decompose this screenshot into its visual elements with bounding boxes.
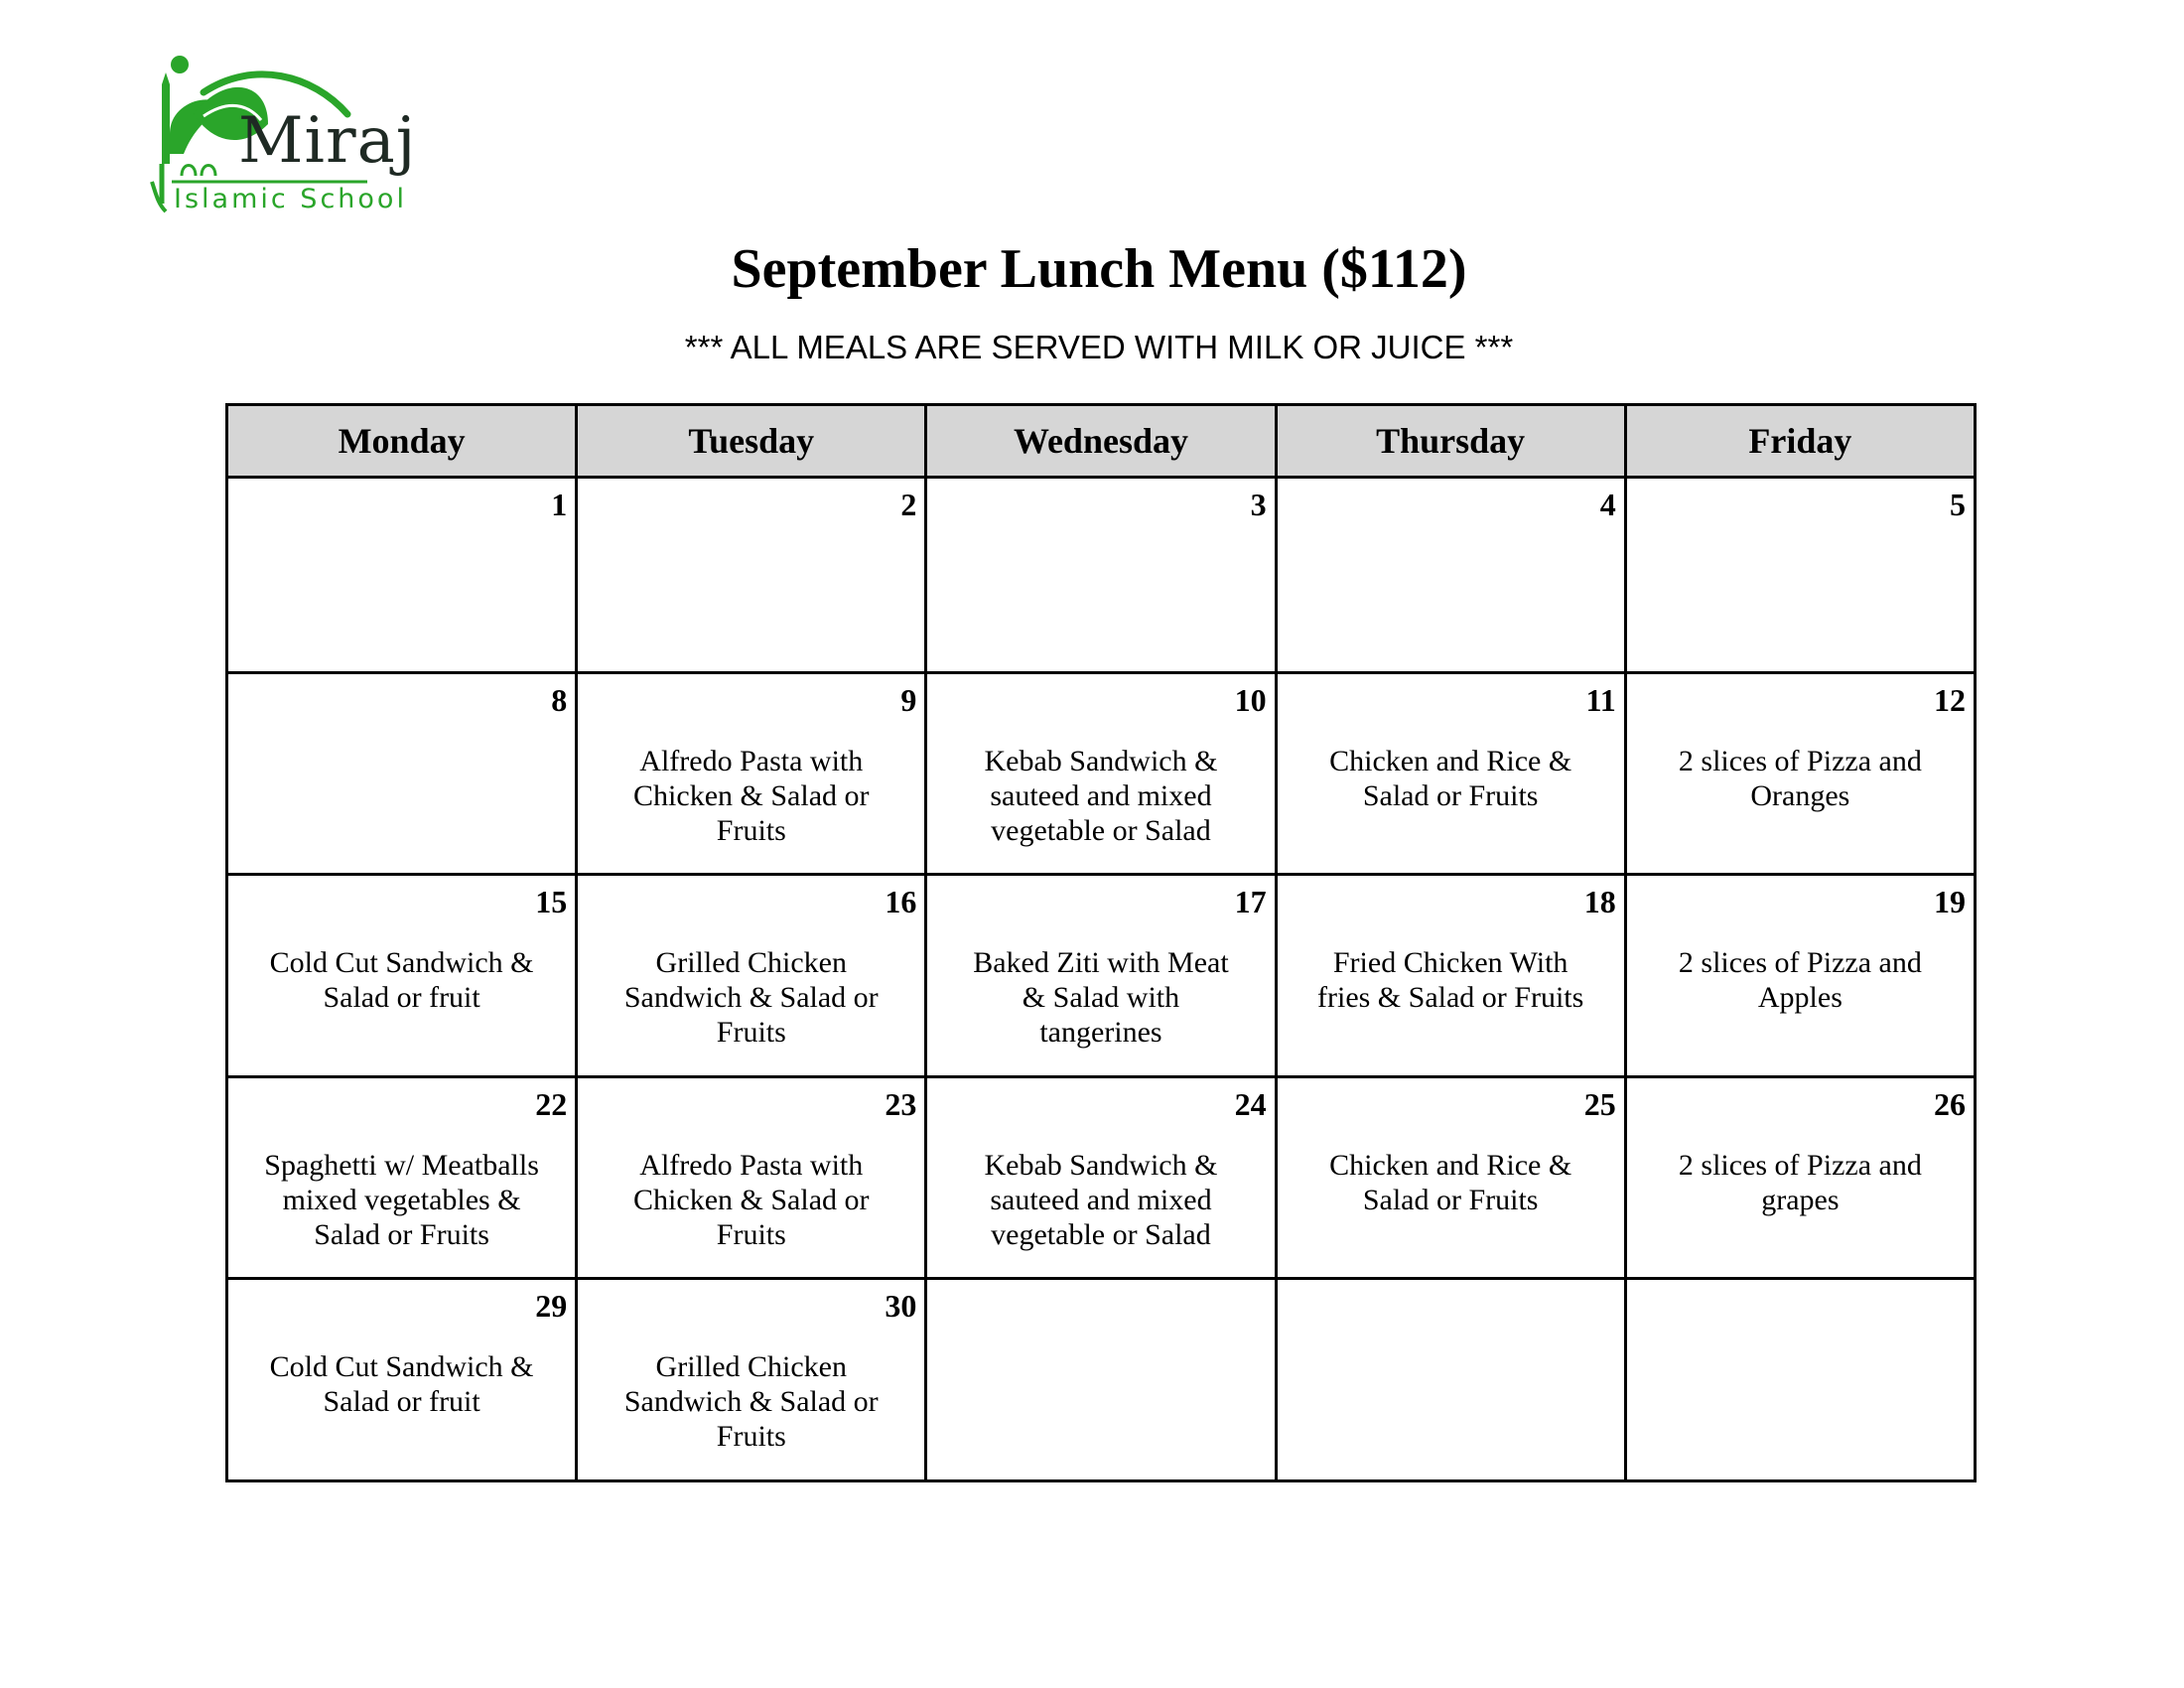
lunch-calendar xyxy=(225,403,1977,1482)
day-number: 8 xyxy=(551,682,568,718)
day-cell xyxy=(1625,478,1975,673)
day-number: 19 xyxy=(1934,884,1966,919)
meal-description: Kebab Sandwich & sauteed and mixed vegetable or Salad xyxy=(984,1149,1218,1251)
page-title: September Lunch Menu ($112) xyxy=(731,238,1467,300)
meal-description: Chicken and Rice & Salad or Fruits xyxy=(1329,745,1572,812)
day-number xyxy=(1627,1280,1974,1322)
meal-description xyxy=(578,520,924,548)
day-cell xyxy=(926,673,1276,875)
day-number xyxy=(927,1280,1274,1322)
meal-description: Fried Chicken With fries & Salad or Fruits xyxy=(1317,946,1584,1014)
meal-description xyxy=(228,716,575,744)
day-cell xyxy=(1625,673,1975,875)
meal-description xyxy=(228,520,575,548)
logo-subtitle: Islamic School xyxy=(174,184,407,214)
day-header-monday: Monday xyxy=(227,405,577,478)
meal-description: 2 slices of Pizza and Apples xyxy=(1678,946,1922,1014)
day-cell xyxy=(227,673,577,875)
day-number: 26 xyxy=(1934,1086,1966,1122)
day-number: 2 xyxy=(900,487,917,522)
meal-description: Kebab Sandwich & sauteed and mixed vegetable or Salad xyxy=(984,745,1218,847)
day-header-wednesday: Wednesday xyxy=(926,405,1276,478)
day-number: 16 xyxy=(885,884,917,919)
meal-description: Grilled Chicken Sandwich & Salad or Fruits xyxy=(623,1350,879,1453)
day-number: 5 xyxy=(1950,487,1966,522)
week-row xyxy=(227,875,1976,1077)
day-number: 4 xyxy=(1599,487,1616,522)
week-row xyxy=(227,478,1976,673)
meal-description xyxy=(1627,520,1974,548)
day-cell xyxy=(577,1077,926,1279)
day-number: 10 xyxy=(1234,682,1267,718)
school-logo xyxy=(144,55,417,223)
day-cell xyxy=(1276,1077,1625,1279)
day-cell xyxy=(227,478,577,673)
day-number: 1 xyxy=(551,487,568,522)
day-number: 9 xyxy=(900,682,917,718)
meal-description: Chicken and Rice & Salad or Fruits xyxy=(1329,1149,1572,1216)
day-number: 30 xyxy=(885,1288,917,1324)
meal-description: Alfredo Pasta with Chicken & Salad or Fruits xyxy=(633,745,870,847)
weekday-header-row xyxy=(227,405,1976,478)
meal-description xyxy=(927,520,1274,548)
week-row xyxy=(227,673,1976,875)
meal-description xyxy=(1278,1322,1624,1349)
day-number: 17 xyxy=(1234,884,1267,919)
day-cell xyxy=(1276,478,1625,673)
week-row xyxy=(227,1077,1976,1279)
day-number: 29 xyxy=(535,1288,568,1324)
meal-description xyxy=(1627,1322,1974,1349)
day-number: 12 xyxy=(1934,682,1966,718)
meal-description: Alfredo Pasta with Chicken & Salad or Fruits xyxy=(633,1149,870,1251)
day-cell xyxy=(227,1279,577,1481)
day-cell xyxy=(577,1279,926,1481)
day-header-friday: Friday xyxy=(1625,405,1975,478)
day-cell xyxy=(577,478,926,673)
day-number: 18 xyxy=(1583,884,1616,919)
meal-description: Grilled Chicken Sandwich & Salad or Fruits xyxy=(623,946,879,1049)
day-number: 23 xyxy=(885,1086,917,1122)
day-cell xyxy=(1625,1077,1975,1279)
day-number: 22 xyxy=(535,1086,568,1122)
meal-description: Cold Cut Sandwich & Salad or fruit xyxy=(269,1350,534,1418)
day-number: 25 xyxy=(1583,1086,1616,1122)
meal-description xyxy=(1278,520,1624,548)
day-cell xyxy=(1276,673,1625,875)
meal-description: Spaghetti w/ Meatballs mixed vegetables & Salad or Fruits xyxy=(264,1149,539,1251)
day-cell xyxy=(926,875,1276,1077)
meal-description: 2 slices of Pizza and grapes xyxy=(1678,1149,1922,1216)
day-header-thursday: Thursday xyxy=(1276,405,1625,478)
day-cell xyxy=(926,478,1276,673)
day-cell-empty xyxy=(1276,1279,1625,1481)
day-cell-empty xyxy=(926,1279,1276,1481)
meal-description xyxy=(927,1322,1274,1349)
day-cell xyxy=(1625,875,1975,1077)
logo-name: Miraj xyxy=(238,104,417,178)
day-header-tuesday: Tuesday xyxy=(577,405,926,478)
page-subtitle: *** ALL MEALS ARE SERVED WITH MILK OR JUICE *** xyxy=(684,329,1514,365)
day-cell xyxy=(227,875,577,1077)
meal-description: Cold Cut Sandwich & Salad or fruit xyxy=(269,946,534,1014)
meal-description: Baked Ziti with Meat & Salad with tangerines xyxy=(973,946,1229,1049)
day-cell xyxy=(227,1077,577,1279)
day-number: 11 xyxy=(1585,682,1616,718)
day-number: 24 xyxy=(1234,1086,1267,1122)
day-number: 3 xyxy=(1250,487,1267,522)
meal-description: 2 slices of Pizza and Oranges xyxy=(1678,745,1922,812)
day-cell-empty xyxy=(1625,1279,1975,1481)
day-cell xyxy=(577,875,926,1077)
day-number xyxy=(1278,1280,1624,1322)
week-row xyxy=(227,1279,1976,1481)
day-number: 15 xyxy=(535,884,568,919)
day-cell xyxy=(577,673,926,875)
day-cell xyxy=(926,1077,1276,1279)
day-cell xyxy=(1276,875,1625,1077)
